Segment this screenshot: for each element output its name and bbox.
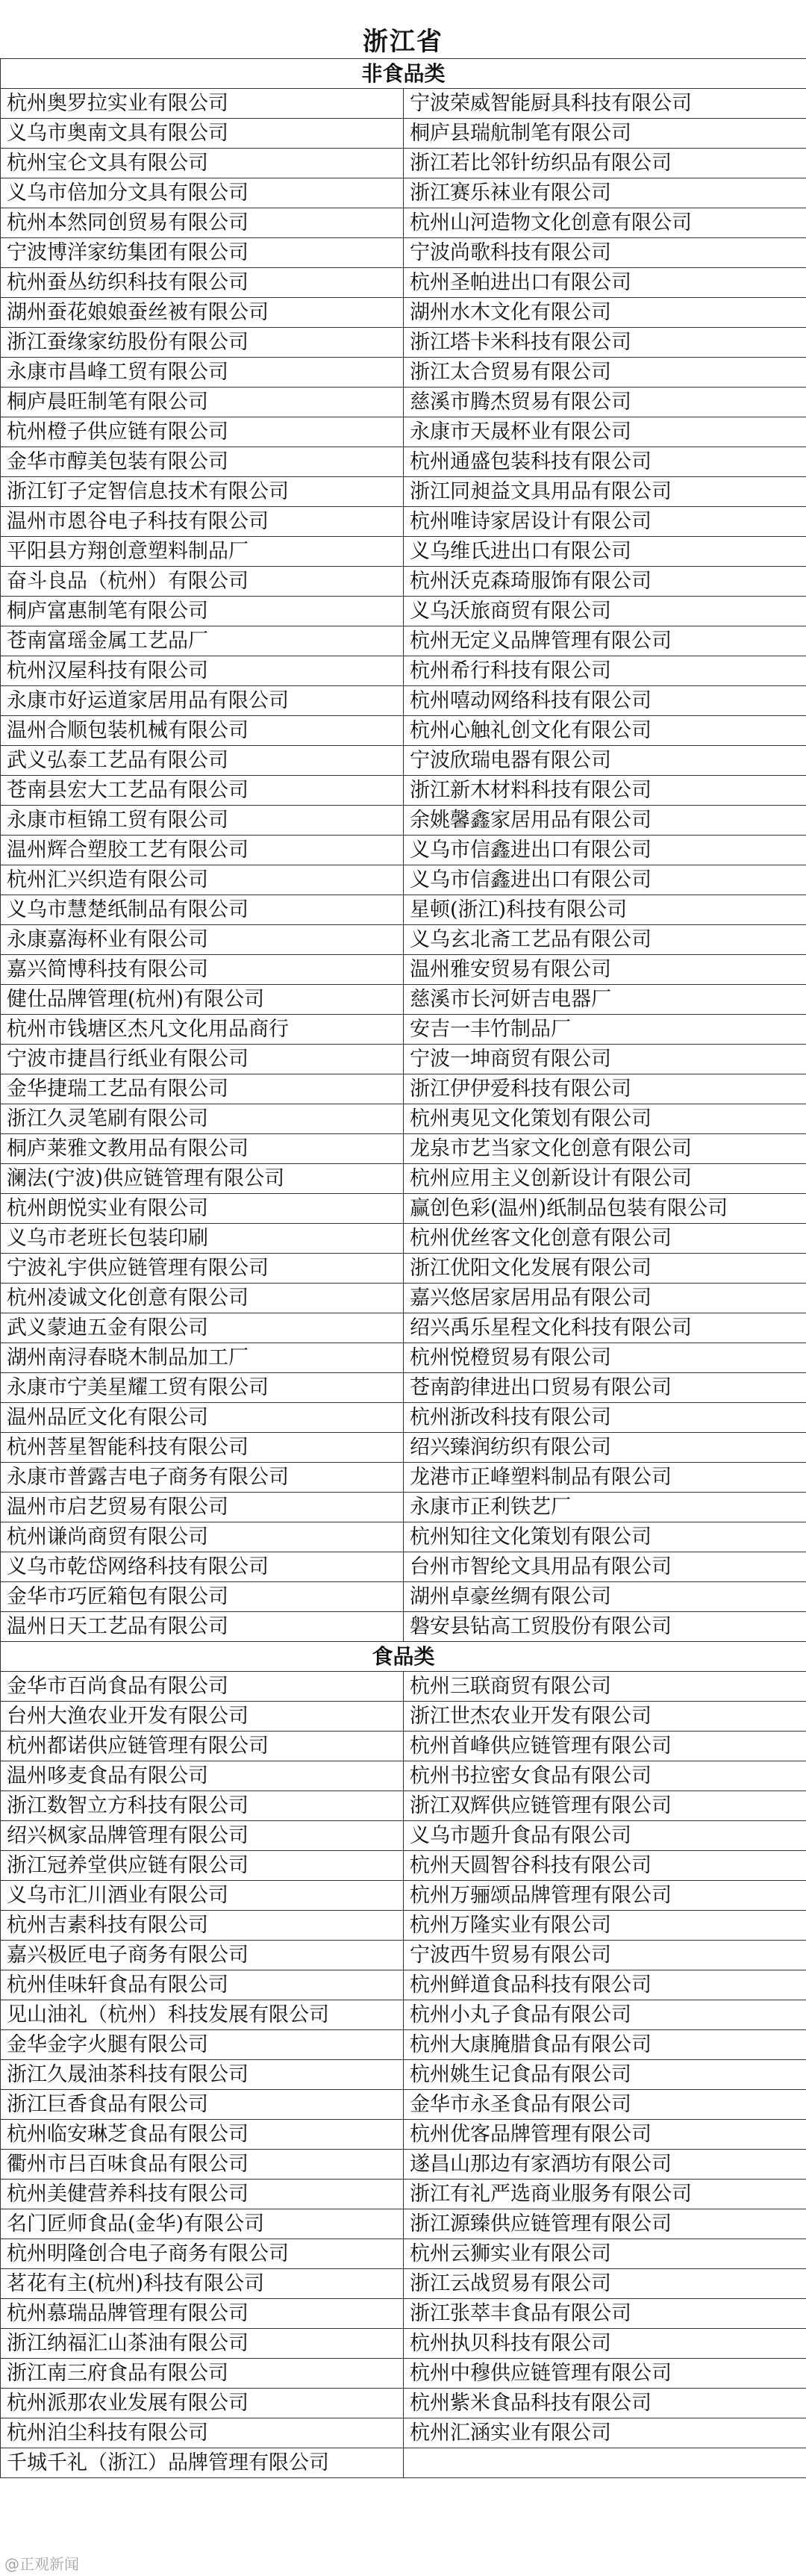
company-name-cell: 浙江数智立方科技有限公司 bbox=[1, 1791, 404, 1821]
company-name-cell: 杭州美健营养科技有限公司 bbox=[1, 2180, 404, 2209]
table-row bbox=[1, 2418, 806, 2448]
company-name-cell: 永康市正利铁艺厂 bbox=[404, 1493, 806, 1522]
company-name-cell: 苍南富瑶金属工艺品厂 bbox=[1, 626, 404, 656]
table-row bbox=[1, 358, 806, 388]
company-name-cell: 义乌市慧楚纸制品有限公司 bbox=[1, 895, 404, 925]
company-name-cell: 杭州唯诗家居设计有限公司 bbox=[404, 507, 806, 537]
company-name-cell: 金华市巧匠箱包有限公司 bbox=[1, 1582, 404, 1612]
company-name-cell: 杭州都诺供应链管理有限公司 bbox=[1, 1732, 404, 1761]
table-row bbox=[1, 1074, 806, 1104]
company-name-cell: 杭州佳味轩食品有限公司 bbox=[1, 1970, 404, 2000]
company-name-cell: 浙江张萃丰食品有限公司 bbox=[404, 2299, 806, 2329]
company-name-cell: 澜法(宁波)供应链管理有限公司 bbox=[1, 1164, 404, 1194]
table-row bbox=[1, 1970, 806, 2000]
company-name-cell: 湖州蚕花娘娘蚕丝被有限公司 bbox=[1, 298, 404, 328]
table-row bbox=[1, 716, 806, 746]
company-name-cell: 温州品匠文化有限公司 bbox=[1, 1403, 404, 1433]
table-row bbox=[1, 238, 806, 268]
table-row bbox=[1, 1732, 806, 1761]
company-name-cell: 浙江源臻供应链管理有限公司 bbox=[404, 2209, 806, 2239]
company-name-cell: 义乌玄北斋工艺品有限公司 bbox=[404, 925, 806, 955]
company-name-cell: 湖州水木文化有限公司 bbox=[404, 298, 806, 328]
company-name-cell: 浙江巨香食品有限公司 bbox=[1, 2090, 404, 2120]
company-name-cell: 温州日天工艺品有限公司 bbox=[1, 1612, 404, 1642]
company-name-cell: 杭州汉屋科技有限公司 bbox=[1, 656, 404, 686]
company-name-cell: 嘉兴悠居家居用品有限公司 bbox=[404, 1284, 806, 1313]
company-name-cell: 杭州奥罗拉实业有限公司 bbox=[1, 89, 404, 119]
company-name-cell: 义乌市信鑫进出口有限公司 bbox=[404, 836, 806, 865]
table-row bbox=[1, 2150, 806, 2180]
table-row bbox=[1, 746, 806, 776]
company-name-cell: 龙泉市艺当家文化创意有限公司 bbox=[404, 1134, 806, 1164]
watermark: @正观新闻 bbox=[4, 2555, 79, 2573]
table-row bbox=[1, 328, 806, 358]
company-name-cell: 绍兴禹乐星程文化科技有限公司 bbox=[404, 1313, 806, 1343]
company-name-cell: 奋斗良品（杭州）有限公司 bbox=[1, 567, 404, 597]
company-name-cell: 杭州汇涵实业有限公司 bbox=[404, 2418, 806, 2448]
company-name-cell bbox=[404, 2448, 806, 2478]
company-name-cell: 杭州书拉密女食品有限公司 bbox=[404, 1761, 806, 1791]
company-name-cell: 义乌维氏进出口有限公司 bbox=[404, 537, 806, 567]
company-name-cell: 杭州心触礼创文化有限公司 bbox=[404, 716, 806, 746]
table-row bbox=[1, 1672, 806, 1702]
table-row bbox=[1, 1911, 806, 1941]
company-name-cell: 绍兴臻润纺织有限公司 bbox=[404, 1433, 806, 1463]
table-row bbox=[1, 2269, 806, 2299]
table-row bbox=[1, 1522, 806, 1552]
table-row bbox=[1, 1881, 806, 1911]
company-name-cell: 磐安县钻高工贸股份有限公司 bbox=[404, 1612, 806, 1642]
table-row bbox=[1, 865, 806, 895]
table-row bbox=[1, 1313, 806, 1343]
table-row bbox=[1, 2060, 806, 2090]
company-name-cell: 金华市永圣食品有限公司 bbox=[404, 2090, 806, 2120]
company-name-cell: 永康市桓锦工贸有限公司 bbox=[1, 806, 404, 836]
table-row bbox=[1, 178, 806, 208]
company-name-cell: 杭州通盛包装科技有限公司 bbox=[404, 447, 806, 477]
table-row bbox=[1, 955, 806, 985]
company-name-cell: 永康嘉海杯业有限公司 bbox=[1, 925, 404, 955]
company-name-cell: 义乌市信鑫进出口有限公司 bbox=[404, 865, 806, 895]
company-name-cell: 浙江新木材料科技有限公司 bbox=[404, 776, 806, 806]
company-name-cell: 杭州朗悦实业有限公司 bbox=[1, 1194, 404, 1224]
company-name-cell: 浙江若比邻针纺织品有限公司 bbox=[404, 149, 806, 178]
table-row bbox=[1, 2329, 806, 2359]
table-row bbox=[1, 806, 806, 836]
company-name-cell: 名门匠师食品(金华)有限公司 bbox=[1, 2209, 404, 2239]
section-row-food bbox=[1, 1642, 806, 1672]
company-name-cell: 杭州沃克森琦服饰有限公司 bbox=[404, 567, 806, 597]
table-row bbox=[1, 1941, 806, 1970]
table-row bbox=[1, 1493, 806, 1522]
table-row bbox=[1, 2180, 806, 2209]
company-name-cell: 绍兴枫家品牌管理有限公司 bbox=[1, 1821, 404, 1851]
company-name-cell: 杭州嘻动网络科技有限公司 bbox=[404, 686, 806, 716]
table-row bbox=[1, 2359, 806, 2389]
company-name-cell: 浙江双辉供应链管理有限公司 bbox=[404, 1791, 806, 1821]
company-name-cell: 桐庐晨旺制笔有限公司 bbox=[1, 388, 404, 417]
table-row bbox=[1, 895, 806, 925]
table-row bbox=[1, 686, 806, 716]
section-heading-food: 食品类 bbox=[1, 1642, 806, 1672]
company-name-cell: 金华金字火腿有限公司 bbox=[1, 2030, 404, 2060]
table-row bbox=[1, 1463, 806, 1493]
company-name-cell: 桐庐县瑞航制笔有限公司 bbox=[404, 119, 806, 149]
company-name-cell: 义乌沃旅商贸有限公司 bbox=[404, 597, 806, 626]
company-name-cell: 杭州宝仑文具有限公司 bbox=[1, 149, 404, 178]
company-name-cell: 金华捷瑞工艺品有限公司 bbox=[1, 1074, 404, 1104]
company-name-cell: 赢创色彩(温州)纸制品包装有限公司 bbox=[404, 1194, 806, 1224]
table-row bbox=[1, 149, 806, 178]
company-name-cell: 杭州小丸子食品有限公司 bbox=[404, 2000, 806, 2030]
company-name-cell: 永康市宁美星耀工贸有限公司 bbox=[1, 1373, 404, 1403]
table-row bbox=[1, 2448, 806, 2478]
table-row bbox=[1, 1343, 806, 1373]
company-name-cell: 浙江世杰农业开发有限公司 bbox=[404, 1702, 806, 1732]
company-name-cell: 杭州山河造物文化创意有限公司 bbox=[404, 208, 806, 238]
table-row bbox=[1, 417, 806, 447]
company-name-cell: 台州市智纶文具用品有限公司 bbox=[404, 1552, 806, 1582]
company-name-cell: 金华市醇美包装有限公司 bbox=[1, 447, 404, 477]
company-name-cell: 义乌市乾岱网络科技有限公司 bbox=[1, 1552, 404, 1582]
company-name-cell: 苍南县宏大工艺品有限公司 bbox=[1, 776, 404, 806]
company-name-cell: 杭州慕瑞品牌管理有限公司 bbox=[1, 2299, 404, 2329]
page-title: 浙江省 bbox=[363, 26, 443, 57]
company-name-cell: 温州市恩谷电子科技有限公司 bbox=[1, 507, 404, 537]
company-name-cell: 宁波市捷昌行纸业有限公司 bbox=[1, 1045, 404, 1074]
company-name-cell: 浙江有礼严选商业服务有限公司 bbox=[404, 2180, 806, 2209]
company-name-cell: 杭州应用主义创新设计有限公司 bbox=[404, 1164, 806, 1194]
table-row bbox=[1, 776, 806, 806]
company-name-cell: 茗花有主(杭州)科技有限公司 bbox=[1, 2269, 404, 2299]
company-name-cell: 苍南韵律进出口贸易有限公司 bbox=[404, 1373, 806, 1403]
table-row bbox=[1, 1821, 806, 1851]
table-row bbox=[1, 985, 806, 1015]
company-name-cell: 义乌市倍加分文具有限公司 bbox=[1, 178, 404, 208]
table-row bbox=[1, 1164, 806, 1194]
company-name-cell: 永康市好运道家居用品有限公司 bbox=[1, 686, 404, 716]
company-name-cell: 宁波西牛贸易有限公司 bbox=[404, 1941, 806, 1970]
company-name-cell: 宁波博洋家纺集团有限公司 bbox=[1, 238, 404, 268]
table-row bbox=[1, 89, 806, 119]
company-name-cell: 杭州汇兴织造有限公司 bbox=[1, 865, 404, 895]
company-name-cell: 浙江纳福汇山茶油有限公司 bbox=[1, 2329, 404, 2359]
table-row bbox=[1, 447, 806, 477]
company-table-body bbox=[1, 59, 806, 2478]
table-row bbox=[1, 1433, 806, 1463]
table-row bbox=[1, 1134, 806, 1164]
table-row bbox=[1, 2209, 806, 2239]
table-row bbox=[1, 2299, 806, 2329]
company-name-cell: 杭州市钱塘区杰凡文化用品商行 bbox=[1, 1015, 404, 1045]
company-name-cell: 杭州万隆实业有限公司 bbox=[404, 1911, 806, 1941]
section-heading-non-food: 非食品类 bbox=[1, 59, 806, 89]
table-row bbox=[1, 1851, 806, 1881]
company-name-cell: 浙江久晟油茶科技有限公司 bbox=[1, 2060, 404, 2090]
company-name-cell: 杭州圣帕进出口有限公司 bbox=[404, 268, 806, 298]
table-row bbox=[1, 1104, 806, 1134]
company-name-cell: 浙江南三府食品有限公司 bbox=[1, 2359, 404, 2389]
company-name-cell: 杭州优客品牌管理有限公司 bbox=[404, 2120, 806, 2150]
company-name-cell: 慈溪市长河妍吉电器厂 bbox=[404, 985, 806, 1015]
company-name-cell: 杭州中穆供应链管理有限公司 bbox=[404, 2359, 806, 2389]
company-name-cell: 健仕品牌管理(杭州)有限公司 bbox=[1, 985, 404, 1015]
table-row bbox=[1, 567, 806, 597]
table-row bbox=[1, 537, 806, 567]
company-name-cell: 浙江冠养堂供应链有限公司 bbox=[1, 1851, 404, 1881]
company-name-cell: 永康市普露吉电子商务有限公司 bbox=[1, 1463, 404, 1493]
table-row bbox=[1, 1791, 806, 1821]
company-name-cell: 杭州派那农业发展有限公司 bbox=[1, 2389, 404, 2418]
table-row bbox=[1, 836, 806, 865]
company-name-cell: 杭州姚生记食品有限公司 bbox=[404, 2060, 806, 2090]
company-name-cell: 温州雅安贸易有限公司 bbox=[404, 955, 806, 985]
table-row bbox=[1, 119, 806, 149]
company-name-cell: 杭州希行科技有限公司 bbox=[404, 656, 806, 686]
company-name-cell: 杭州云狮实业有限公司 bbox=[404, 2239, 806, 2269]
company-name-cell: 杭州本然同创贸易有限公司 bbox=[1, 208, 404, 238]
company-name-cell: 杭州大康腌腊食品有限公司 bbox=[404, 2030, 806, 2060]
company-name-cell: 温州辉合塑胶工艺有限公司 bbox=[1, 836, 404, 865]
table-row bbox=[1, 298, 806, 328]
company-name-cell: 杭州凌诚文化创意有限公司 bbox=[1, 1284, 404, 1313]
company-name-cell: 遂昌山那边有家酒坊有限公司 bbox=[404, 2150, 806, 2180]
table-row bbox=[1, 1702, 806, 1732]
table-row bbox=[1, 477, 806, 507]
company-name-cell: 杭州悦橙贸易有限公司 bbox=[404, 1343, 806, 1373]
table-row bbox=[1, 1194, 806, 1224]
table-row bbox=[1, 656, 806, 686]
table-row bbox=[1, 2030, 806, 2060]
company-name-cell: 温州市启艺贸易有限公司 bbox=[1, 1493, 404, 1522]
table-row bbox=[1, 268, 806, 298]
company-name-cell: 桐庐富惠制笔有限公司 bbox=[1, 597, 404, 626]
company-name-cell: 嘉兴简博科技有限公司 bbox=[1, 955, 404, 985]
table-row bbox=[1, 1224, 806, 1254]
table-row bbox=[1, 1761, 806, 1791]
company-name-cell: 杭州临安琳芝食品有限公司 bbox=[1, 2120, 404, 2150]
company-name-cell: 安吉一丰竹制品厂 bbox=[404, 1015, 806, 1045]
table-row bbox=[1, 388, 806, 417]
company-name-cell: 浙江云战贸易有限公司 bbox=[404, 2269, 806, 2299]
company-name-cell: 义乌市题升食品有限公司 bbox=[404, 1821, 806, 1851]
company-name-cell: 杭州执贝科技有限公司 bbox=[404, 2329, 806, 2359]
company-name-cell: 杭州泊尘科技有限公司 bbox=[1, 2418, 404, 2448]
company-name-cell: 温州哆麦食品有限公司 bbox=[1, 1761, 404, 1791]
company-name-cell: 杭州万骊颂品牌管理有限公司 bbox=[404, 1881, 806, 1911]
company-name-cell: 千城千礼（浙江）品牌管理有限公司 bbox=[1, 2448, 404, 2478]
company-name-cell: 杭州浙改科技有限公司 bbox=[404, 1403, 806, 1433]
company-name-cell: 见山油礼（杭州）科技发展有限公司 bbox=[1, 2000, 404, 2030]
company-name-cell: 武义弘泰工艺品有限公司 bbox=[1, 746, 404, 776]
table-row bbox=[1, 1403, 806, 1433]
table-row bbox=[1, 2120, 806, 2150]
company-name-cell: 武义蒙迪五金有限公司 bbox=[1, 1313, 404, 1343]
table-row bbox=[1, 1284, 806, 1313]
company-name-cell: 永康市天晟杯业有限公司 bbox=[404, 417, 806, 447]
company-name-cell: 义乌市汇川酒业有限公司 bbox=[1, 1881, 404, 1911]
table-row bbox=[1, 1582, 806, 1612]
company-name-cell: 杭州优丝客文化创意有限公司 bbox=[404, 1224, 806, 1254]
table-row bbox=[1, 626, 806, 656]
company-name-cell: 杭州谦尚商贸有限公司 bbox=[1, 1522, 404, 1552]
company-name-cell: 宁波一坤商贸有限公司 bbox=[404, 1045, 806, 1074]
table-row bbox=[1, 507, 806, 537]
company-name-cell: 杭州菩星智能科技有限公司 bbox=[1, 1433, 404, 1463]
company-name-cell: 杭州夷见文化策划有限公司 bbox=[404, 1104, 806, 1134]
company-name-cell: 义乌市老班长包装印刷 bbox=[1, 1224, 404, 1254]
company-name-cell: 湖州南浔春晓木制品加工厂 bbox=[1, 1343, 404, 1373]
company-name-cell: 平阳县方翔创意塑料制品厂 bbox=[1, 537, 404, 567]
company-name-cell: 义乌市奥南文具有限公司 bbox=[1, 119, 404, 149]
company-name-cell: 浙江久灵笔刷有限公司 bbox=[1, 1104, 404, 1134]
table-row bbox=[1, 597, 806, 626]
company-name-cell: 浙江塔卡米科技有限公司 bbox=[404, 328, 806, 358]
company-name-cell: 浙江优阳文化发展有限公司 bbox=[404, 1254, 806, 1284]
table-row bbox=[1, 1045, 806, 1074]
company-name-cell: 杭州天圆智谷科技有限公司 bbox=[404, 1851, 806, 1881]
company-name-cell: 衢州市吕百味食品有限公司 bbox=[1, 2150, 404, 2180]
company-name-cell: 慈溪市腾杰贸易有限公司 bbox=[404, 388, 806, 417]
company-name-cell: 浙江太合贸易有限公司 bbox=[404, 358, 806, 388]
table-row bbox=[1, 1612, 806, 1642]
company-name-cell: 浙江伊伊爱科技有限公司 bbox=[404, 1074, 806, 1104]
table-row bbox=[1, 1254, 806, 1284]
company-table bbox=[0, 58, 806, 2478]
company-name-cell: 嘉兴极匠电子商务有限公司 bbox=[1, 1941, 404, 1970]
company-name-cell: 宁波礼宇供应链管理有限公司 bbox=[1, 1254, 404, 1284]
company-name-cell: 杭州首峰供应链管理有限公司 bbox=[404, 1732, 806, 1761]
company-name-cell: 浙江同昶益文具用品有限公司 bbox=[404, 477, 806, 507]
table-row bbox=[1, 1015, 806, 1045]
company-name-cell: 浙江蚕缘家纺股份有限公司 bbox=[1, 328, 404, 358]
company-name-cell: 杭州知往文化策划有限公司 bbox=[404, 1522, 806, 1552]
company-name-cell: 杭州鲜道食品科技有限公司 bbox=[404, 1970, 806, 2000]
table-row bbox=[1, 208, 806, 238]
company-name-cell: 金华市百尚食品有限公司 bbox=[1, 1672, 404, 1702]
section-row-non-food bbox=[1, 59, 806, 89]
company-name-cell: 星顿(浙江)科技有限公司 bbox=[404, 895, 806, 925]
company-name-cell: 杭州吉素科技有限公司 bbox=[1, 1911, 404, 1941]
company-name-cell: 宁波荣威智能厨具科技有限公司 bbox=[404, 89, 806, 119]
company-name-cell: 台州大渔农业开发有限公司 bbox=[1, 1702, 404, 1732]
company-name-cell: 杭州明隆创合电子商务有限公司 bbox=[1, 2239, 404, 2269]
company-name-cell: 杭州紫米食品科技有限公司 bbox=[404, 2389, 806, 2418]
company-name-cell: 杭州无定义品牌管理有限公司 bbox=[404, 626, 806, 656]
company-name-cell: 杭州三联商贸有限公司 bbox=[404, 1672, 806, 1702]
company-name-cell: 杭州蚕丛纺织科技有限公司 bbox=[1, 268, 404, 298]
company-name-cell: 桐庐莱雅文教用品有限公司 bbox=[1, 1134, 404, 1164]
company-name-cell: 浙江赛乐袜业有限公司 bbox=[404, 178, 806, 208]
company-name-cell: 龙港市正峰塑料制品有限公司 bbox=[404, 1463, 806, 1493]
company-name-cell: 宁波欣瑞电器有限公司 bbox=[404, 746, 806, 776]
table-row bbox=[1, 1373, 806, 1403]
company-name-cell: 余姚馨鑫家居用品有限公司 bbox=[404, 806, 806, 836]
company-name-cell: 湖州卓豪丝绸有限公司 bbox=[404, 1582, 806, 1612]
table-row bbox=[1, 1552, 806, 1582]
table-row bbox=[1, 2090, 806, 2120]
table-row bbox=[1, 2000, 806, 2030]
table-row bbox=[1, 2389, 806, 2418]
table-row bbox=[1, 2239, 806, 2269]
company-name-cell: 永康市昌峰工贸有限公司 bbox=[1, 358, 404, 388]
company-name-cell: 杭州橙子供应链有限公司 bbox=[1, 417, 404, 447]
company-name-cell: 浙江钉子定智信息技术有限公司 bbox=[1, 477, 404, 507]
company-name-cell: 温州合顺包装机械有限公司 bbox=[1, 716, 404, 746]
table-row bbox=[1, 925, 806, 955]
company-name-cell: 宁波尚歌科技有限公司 bbox=[404, 238, 806, 268]
